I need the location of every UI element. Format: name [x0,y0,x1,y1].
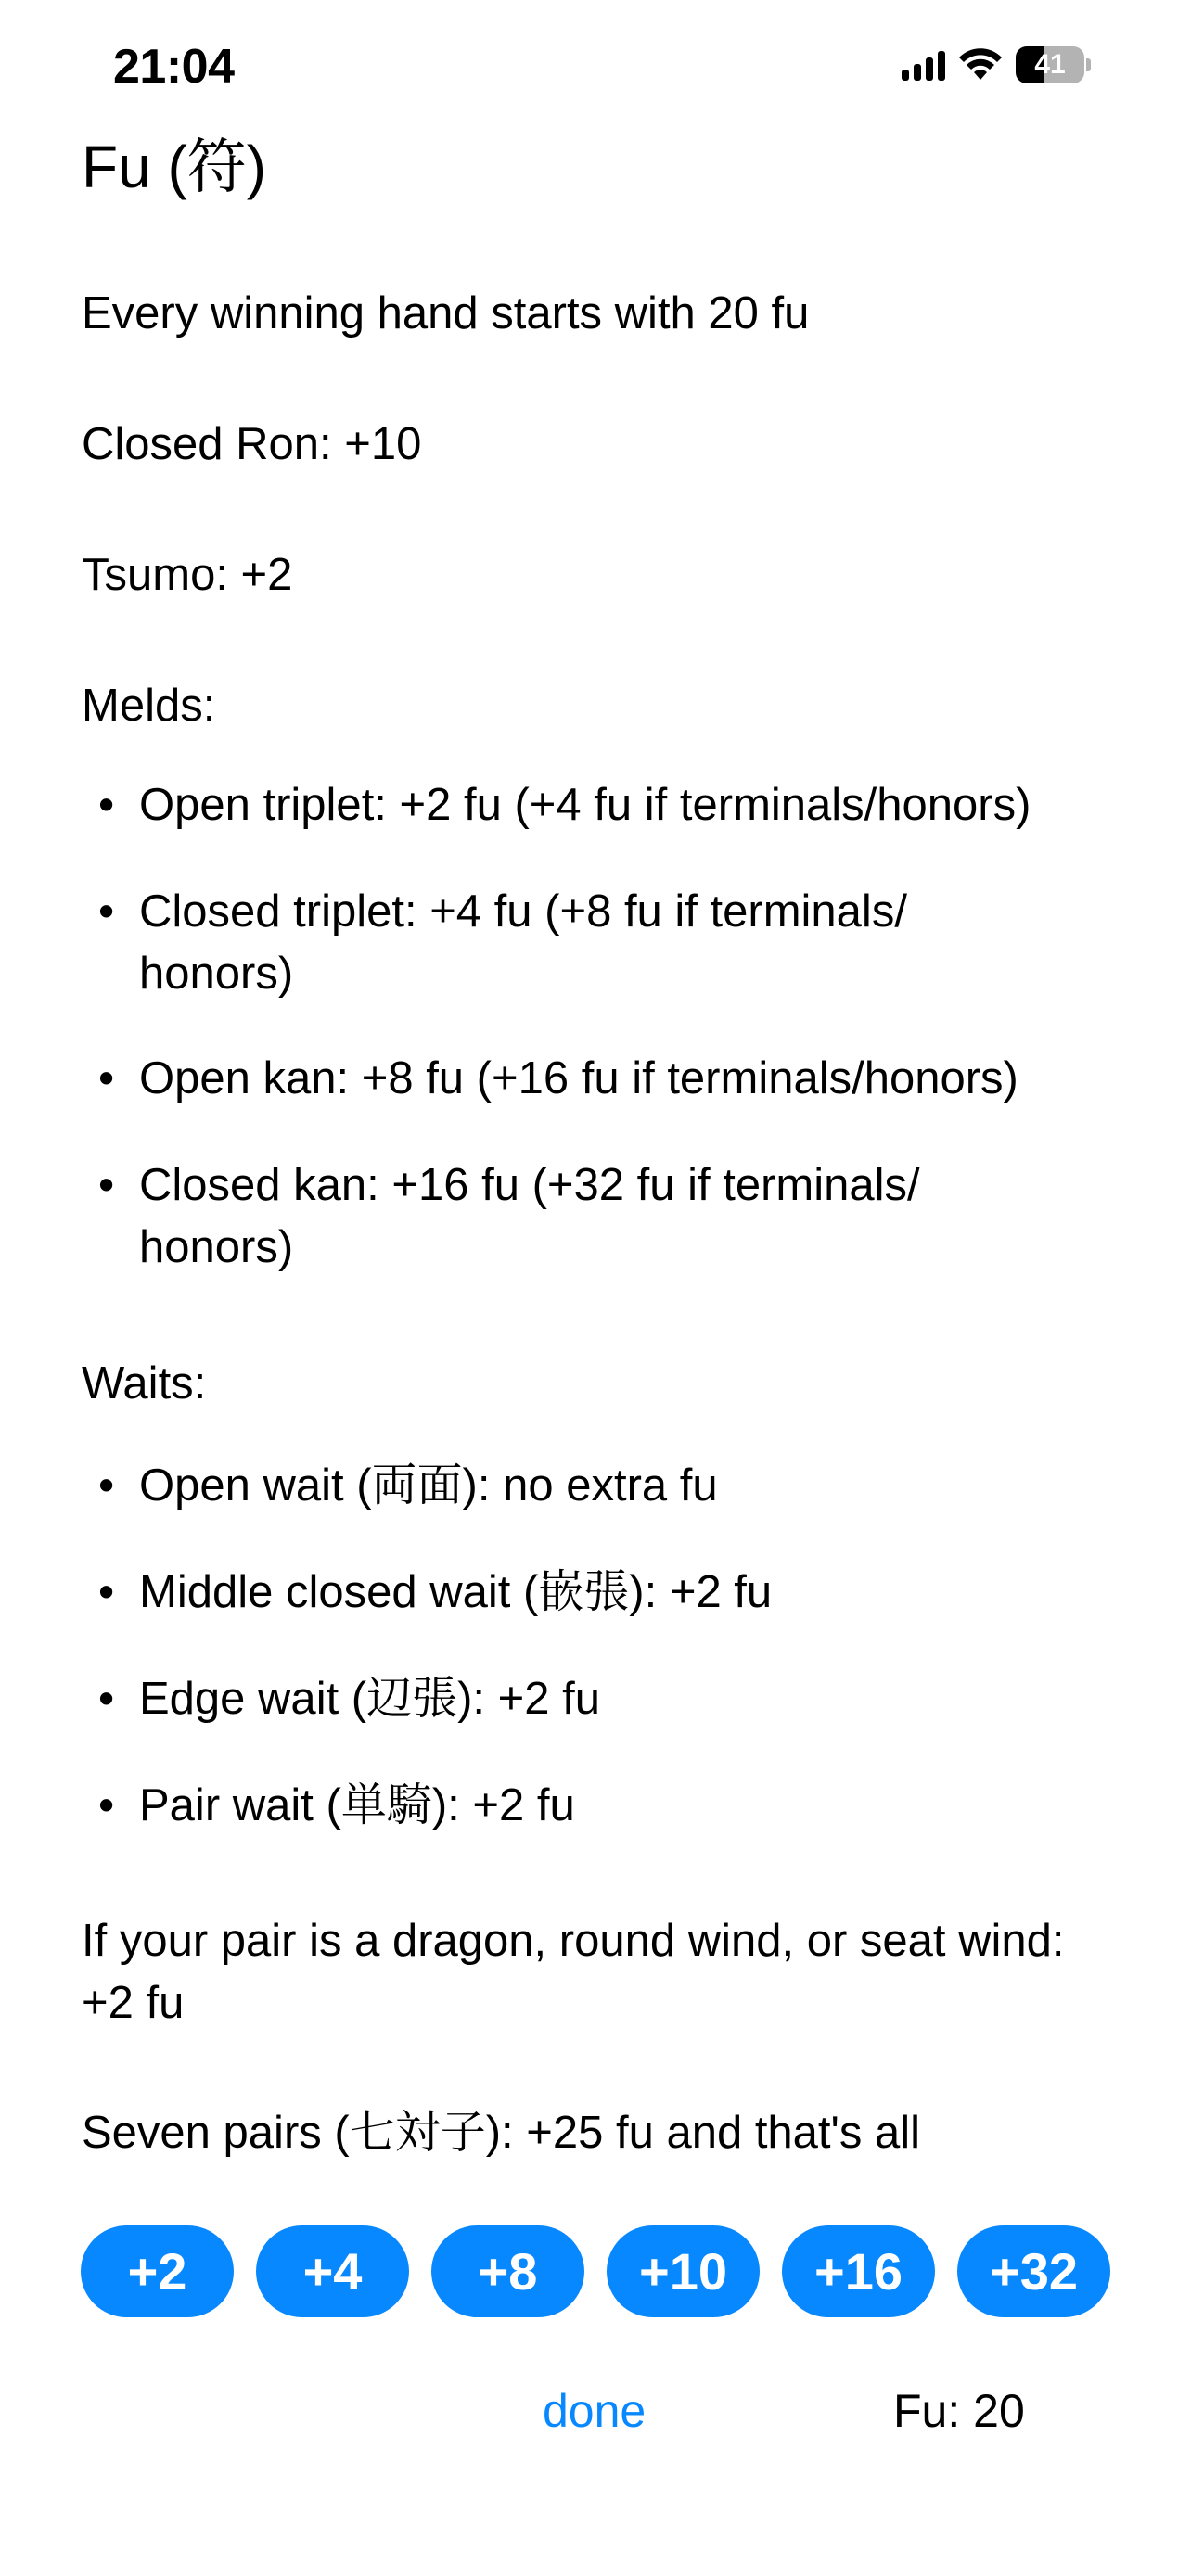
battery-percent: 41 [1034,49,1066,80]
battery-nub [1086,58,1091,71]
status-time: 21:04 [113,40,235,94]
bullet-icon: • [98,1674,115,1724]
add-32-fu-button[interactable]: +32 [957,2225,1110,2317]
add-10-fu-button[interactable]: +10 [607,2225,760,2317]
closed-ron-text: Closed Ron: +10 [82,419,422,469]
wait-open: Open wait (両面): no extra fu [139,1460,718,1511]
bullet-icon: • [98,1053,115,1103]
fu-total-label: Fu: 20 [893,2385,1025,2437]
wait-pair: Pair wait (単騎): +2 fu [139,1780,575,1830]
wait-middle-closed: Middle closed wait (嵌張): +2 fu [139,1567,773,1617]
add-4-fu-button[interactable]: +4 [256,2225,409,2317]
status-icons [902,46,1091,83]
bullet-icon: • [98,1460,115,1511]
done-button[interactable]: done [543,2385,647,2437]
fu-button-row [81,2225,1110,2317]
tsumo-text: Tsumo: +2 [82,550,293,600]
wifi-icon [958,48,1003,82]
bullet-icon: • [98,1780,115,1830]
meld-open-kan: Open kan: +8 fu (+16 fu if terminals/honors) [139,1053,1018,1103]
waits-heading: Waits: [82,1358,207,1409]
bullet-icon: • [98,886,115,937]
wait-edge: Edge wait (辺張): +2 fu [139,1674,601,1724]
intro-text: Every winning hand starts with 20 fu [82,288,810,338]
seven-pairs-text: Seven pairs (七対子): +25 fu and that's all [82,2108,921,2158]
pair-rule-text: If your pair is a dragon, round wind, or seat wind: +2 fu [82,1916,1065,2028]
bullet-icon: • [98,1160,115,1210]
add-16-fu-button[interactable]: +16 [782,2225,935,2317]
bullet-icon: • [98,1567,115,1617]
meld-open-triplet: Open triplet: +2 fu (+4 fu if terminals/honors) [139,780,1031,830]
page-title: Fu (符) [82,134,267,200]
battery-icon [1016,46,1084,83]
melds-heading: Melds: [82,681,216,731]
meld-closed-kan: Closed kan: +16 fu (+32 fu if terminals/ honors) [139,1160,920,1272]
bullet-icon: • [98,780,115,830]
add-2-fu-button[interactable]: +2 [81,2225,234,2317]
add-8-fu-button[interactable]: +8 [431,2225,584,2317]
meld-closed-triplet: Closed triplet: +4 fu (+8 fu if terminals/ honors) [139,886,907,999]
cellular-signal-icon [902,49,945,81]
